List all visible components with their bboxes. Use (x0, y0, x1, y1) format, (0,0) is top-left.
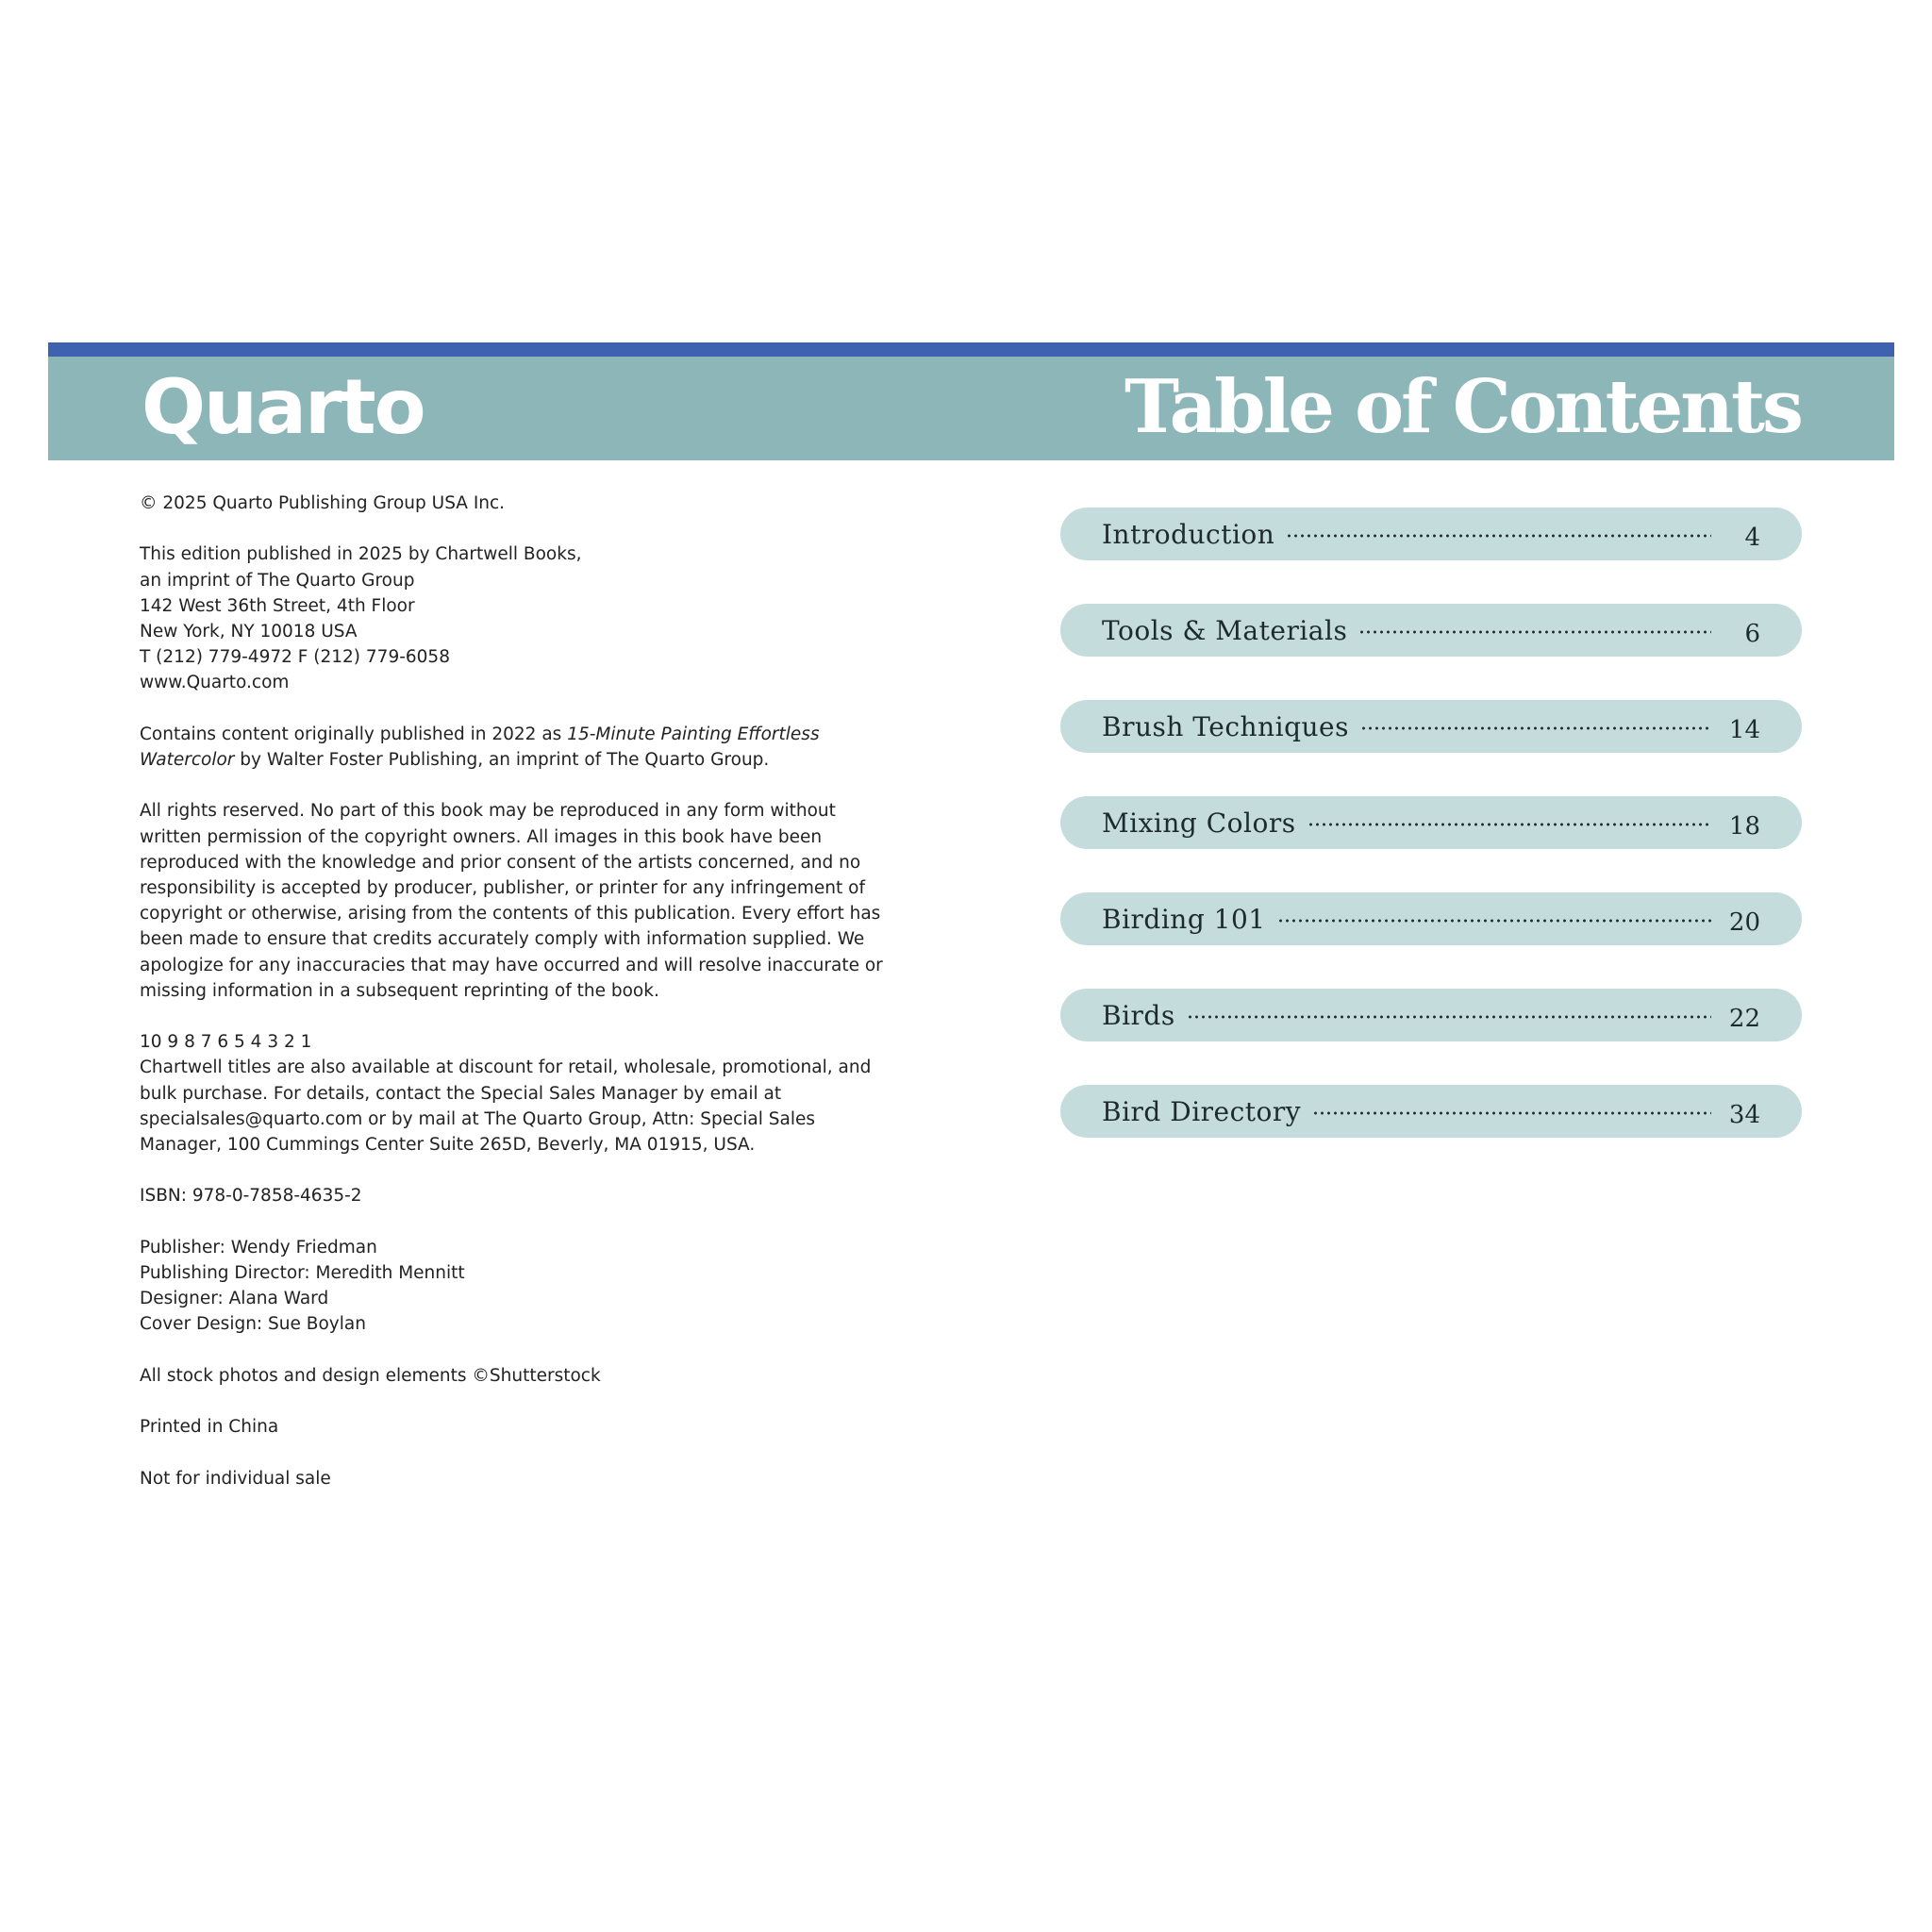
toc-item-page: 14 (1728, 716, 1760, 744)
toc-heading: Table of Contents (1124, 364, 1801, 450)
toc-dot-leader (1307, 823, 1711, 826)
toc-item-bird-directory[interactable] (1060, 1085, 1802, 1138)
edition-info: This edition published in 2025 by Chartwell Books, an imprint of The Quarto Group 142 West 36th Street, 4th Floor New York, NY 10018 USA T (212) 779-4972 F (212) 779-6058 www.Quarto.com (140, 544, 582, 693)
toc-item-page: 20 (1728, 908, 1760, 937)
toc-dot-leader (1360, 726, 1711, 730)
toc-item-mixing-colors[interactable] (1060, 796, 1802, 849)
copyright-page-text (140, 491, 894, 1517)
toc-item-page: 18 (1728, 812, 1760, 841)
original-suffix: by Walter Foster Publishing, an imprint of The Quarto Group. (234, 750, 770, 770)
toc-dot-leader (1187, 1015, 1711, 1019)
toc-item-label: Tools & Materials (1102, 614, 1348, 646)
header-top-rule (48, 342, 1894, 357)
toc-item-tools-materials[interactable] (1060, 604, 1802, 657)
toc-item-page: 4 (1744, 524, 1760, 552)
original-prefix: Contains content originally published in 2022 as (140, 724, 568, 744)
copyright-line: © 2025 Quarto Publishing Group USA Inc. (140, 493, 506, 513)
isbn: ISBN: 978-0-7858-4635-2 (140, 1186, 362, 1207)
original-publication-note (140, 722, 894, 773)
toc-item-page: 6 (1744, 620, 1760, 648)
toc-dot-leader (1312, 1111, 1711, 1115)
toc-item-brush-techniques[interactable] (1060, 700, 1802, 753)
original-title: 15-Minute Painting Effortless Watercolor (140, 724, 820, 770)
toc-item-birding-101[interactable] (1060, 892, 1802, 945)
credits: Publisher: Wendy Friedman Publishing Director: Meredith Mennitt Designer: Alana Ward Cover Design: Sue Boylan (140, 1237, 465, 1335)
toc-item-page: 22 (1728, 1005, 1760, 1033)
printing-info: 10 9 8 7 6 5 4 3 2 1 Chartwell titles are also available at discount for retail, wholesale, promotional, and bulk purchase. For details, contact the Special Sales Manager by email at specialsales@quarto.com or by mail at The Quarto Group, Attn: Special Sales Manager, 100 Cummings Center Suite 265D, Beverly, MA 01915, USA. (140, 1032, 872, 1156)
toc-item-label: Birding 101 (1102, 903, 1266, 935)
printed-in: Printed in China (140, 1417, 279, 1438)
toc-item-label: Bird Directory (1102, 1095, 1302, 1127)
toc-dot-leader (1358, 630, 1711, 634)
quarto-logo: Quarto (142, 363, 425, 451)
toc-item-introduction[interactable] (1060, 508, 1802, 560)
rights-reserved-text: All rights reserved. No part of this book may be reproduced in any form without written permission of the copyright owners. All images in this book have been reproduced with the knowledge and prior consent of the artists concerned, and no responsibility is accepted by producer, publisher, or printer for any infringement of copyright or otherwise, arising from the contents of this publication. Every effort has been made to ensure that credits accurately comply with information supplied. We apologize for any inaccuracies that may have occurred and will resolve inaccurate or missing information in a subsequent reprinting of the book. (140, 801, 883, 1001)
toc-item-label: Birds (1102, 999, 1175, 1031)
toc-item-page: 34 (1728, 1101, 1760, 1129)
toc-item-label: Brush Techniques (1102, 710, 1349, 742)
stock-credit: All stock photos and design elements ©Shutterstock (140, 1365, 601, 1386)
sale-note: Not for individual sale (140, 1468, 331, 1489)
toc-list (1060, 508, 1802, 1181)
toc-item-birds[interactable] (1060, 989, 1802, 1041)
toc-dot-leader (1277, 919, 1711, 923)
toc-item-label: Mixing Colors (1102, 807, 1296, 839)
toc-item-label: Introduction (1102, 518, 1275, 550)
toc-dot-leader (1286, 534, 1711, 538)
